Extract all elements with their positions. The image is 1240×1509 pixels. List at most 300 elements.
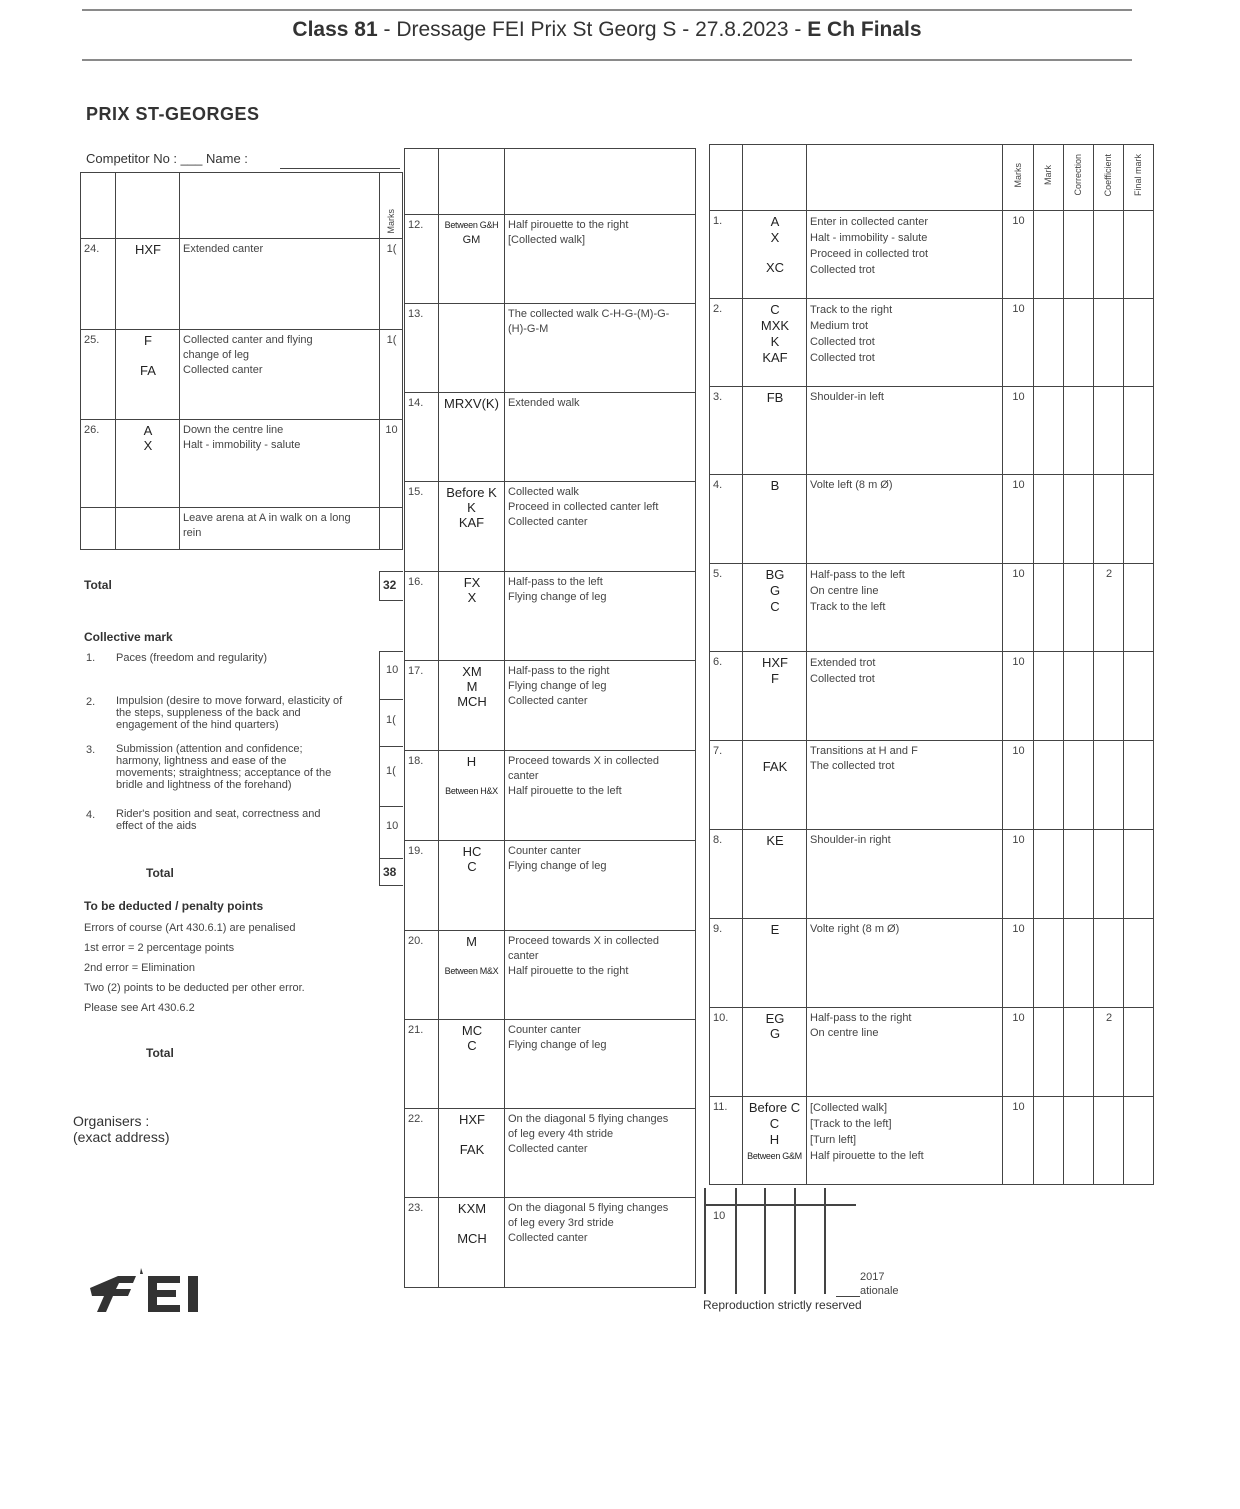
header-cell [405,149,439,215]
table-row [405,304,696,393]
text-line: On centre line [810,1027,879,1039]
footer-national: ationale [860,1285,899,1297]
mark-cell[interactable] [1034,1097,1064,1185]
text-line: rein [183,527,202,539]
letter: MXK [760,318,790,333]
movement-text [505,304,696,393]
movement-letters [439,1198,505,1288]
collective-text: Paces (freedom and regularity) [116,652,268,664]
collective-text: bridle and lightness of the forehand) [116,779,292,791]
letter: K [770,334,780,349]
text-line: Collected canter [508,516,588,528]
movement-text [180,420,380,508]
text-line: Leave arena at A in walk on a long [183,512,351,524]
organisers-label: Organisers : [73,1113,150,1129]
movement-no: 13. [405,304,439,393]
movement-letters [743,741,807,830]
event-date: 27.8.2023 [695,18,789,41]
text-line: Collected walk [508,486,579,498]
table-row [710,475,1154,564]
penalty-line: 1st error = 2 percentage points [84,942,235,954]
movement-marks[interactable]: 1( [380,330,403,420]
table-row [710,919,1154,1008]
text-line: Half-pass to the left [810,569,905,581]
movement-no: 26. [81,420,116,508]
final-mark-cell[interactable] [1124,299,1154,387]
collective-text: harmony, lightness and ease of the [116,755,287,767]
header-cell [807,145,1003,211]
movement-text [505,1198,696,1288]
letter: Before K [446,485,497,500]
movement-text [505,661,696,751]
letter: Between H&X [445,786,498,796]
movement-text [180,508,380,550]
movement-marks: 10 [1003,830,1034,919]
movement-letters [743,387,807,475]
movement-marks[interactable] [380,508,403,550]
text-line: Half-pass to the right [508,665,610,677]
movement-text [505,931,696,1020]
collective-item-3 [86,743,381,791]
letter: A [770,214,780,229]
movement-marks: 10 [1003,211,1034,299]
competitor-line [86,151,248,166]
text-line: Track to the right [810,304,893,316]
mark-cell[interactable] [1034,564,1064,652]
middle-movements-table [404,148,696,1288]
letter: KAF [458,515,485,530]
movement-text [505,1109,696,1198]
letter: H [769,1132,780,1147]
movement-letters [439,1109,505,1198]
movement-letters [743,299,807,387]
text-line: Proceed towards X in collected [508,935,660,947]
table-row [81,420,403,508]
correction-cell[interactable] [1064,564,1094,652]
final-mark-cell[interactable] [1124,652,1154,741]
text-line: canter [508,770,539,782]
movement-marks: 10 [1003,919,1034,1008]
collective-marks-cell[interactable] [380,746,403,806]
movement-letters [439,931,505,1020]
marks-header [380,173,403,239]
text-line: Flying change of leg [508,680,607,692]
letter: M [466,679,478,694]
mark-cell[interactable] [1034,919,1064,1008]
text-line: Collected canter [508,695,588,707]
final-mark-cell[interactable] [1124,1097,1154,1185]
letter: KAF [762,350,788,365]
movement-letters [116,239,180,330]
movement-no [81,508,116,550]
competitor-name-field[interactable] [280,168,400,169]
movement-no: 5. [710,564,743,652]
text-line: Half-pass to the right [810,1012,912,1024]
marks-header-label: Marks [1012,162,1023,188]
coefficient-cell [1094,475,1124,564]
movement-letters [116,330,180,420]
collective-item-4 [86,808,381,832]
movement-no: 23. [405,1198,439,1288]
movement-text [505,572,696,661]
movement-marks: 10 [1003,299,1034,387]
correction-header [1064,145,1094,211]
letter: MCH [457,694,487,709]
movement-letters [743,475,807,564]
coefficient-cell [1094,919,1124,1008]
text-line: [Track to the left] [810,1118,892,1130]
event-final: E Ch Finals [807,18,922,41]
letter: X [770,230,780,245]
text-line: [Collected walk] [810,1102,888,1114]
movement-text [807,652,1003,741]
final-mark-cell[interactable] [1124,475,1154,564]
text-line: Half pirouette to the right [508,219,629,231]
table-row [710,830,1154,919]
collective-text: Submission (attention and confidence; [116,743,303,755]
text-line: The collected walk C-H-G-(M)-G- [508,308,670,320]
left-movements-table [80,172,403,550]
correction-cell[interactable] [1064,1008,1094,1097]
movement-marks: 10 [1003,1097,1034,1185]
correction-cell[interactable] [1064,475,1094,564]
movement-letters [439,751,505,841]
movement-letters [439,841,505,931]
final-mark-header [1124,145,1154,211]
letter: G [769,1026,781,1041]
movement-no: 11. [710,1097,743,1185]
mark-cell[interactable] [1034,475,1064,564]
penalty-line: 2nd error = Elimination [84,962,195,974]
movement-no: 12. [405,215,439,304]
text-line: [Turn left] [810,1134,857,1146]
letter: KE [766,833,784,848]
movement-letters [439,304,505,393]
text-line: Flying change of leg [508,860,607,872]
letter: A [143,423,153,438]
table-row [710,1008,1154,1097]
mark-cell[interactable] [1034,211,1064,299]
marks-header-label: Marks [385,208,396,233]
collective-title: Collective mark [84,630,173,644]
text-line: Extended trot [810,657,876,669]
letter: X [143,438,153,453]
text-line: Down the centre line [183,424,284,436]
movement-no: 7. [710,741,743,830]
collective-no: 1. [86,652,96,664]
text-line: Shoulder-in right [810,834,891,846]
footer-underline [836,1296,860,1297]
text-line: Collected trot [810,673,875,685]
movement-text [807,475,1003,564]
total-label: Total [84,578,112,592]
coefficient-cell [1094,1097,1124,1185]
competitor-no-blank: ___ [180,151,203,166]
collective-marks-cell[interactable] [380,806,403,848]
movement-text [807,299,1003,387]
movement-marks: 10 [1003,564,1034,652]
movement-no: 14. [405,393,439,482]
movement-text [180,330,380,420]
table-row [405,215,696,304]
table-row [405,931,696,1020]
text-line: Flying change of leg [508,1039,607,1051]
movement-no: 17. [405,661,439,751]
movement-text [807,211,1003,299]
collective-item-2 [86,695,381,731]
movement-no: 4. [710,475,743,564]
correction-cell[interactable] [1064,652,1094,741]
collective-text: Impulsion (desire to move forward, elasticity of [116,695,343,707]
competitor-name-label: Name : [206,151,248,166]
table-row [710,1097,1154,1185]
letter: B [770,478,780,493]
header-cell [505,149,696,215]
coefficient-cell [1094,652,1124,741]
right-movements-table [709,144,1154,1185]
letter: Between M&X [444,966,499,976]
movement-text [807,919,1003,1008]
mark-cell[interactable] [1034,299,1064,387]
mark-cell[interactable] [1034,652,1064,741]
penalty-lines [84,918,305,1018]
letter: Before C [748,1100,801,1115]
text-line: Half pirouette to the right [508,965,629,977]
movement-no: 10. [710,1008,743,1097]
event-name: Dressage FEI Prix St Georg S [396,18,677,41]
mark-cell[interactable] [1034,387,1064,475]
movement-letters [743,830,807,919]
coefficient-cell [1094,211,1124,299]
letter-spacer [439,949,504,964]
collective-marks-cell[interactable] [380,699,403,746]
header-bottom-rule [82,59,1132,61]
row23-score-strip [704,1188,856,1294]
correction-cell[interactable] [1064,299,1094,387]
text-line: Collected trot [810,264,875,276]
movement-text [180,239,380,330]
movement-letters [116,508,180,550]
movement-text [505,215,696,304]
footer-reproduction: Reproduction strictly reserved [703,1298,862,1312]
movement-letters [743,1097,807,1185]
text-line: Half-pass to the left [508,576,603,588]
letter: C [770,302,780,317]
correction-cell[interactable] [1064,830,1094,919]
correction-cell[interactable] [1064,387,1094,475]
movement-text [807,741,1003,830]
letter-spacer [746,246,804,260]
fei-logo-mark [88,1262,228,1318]
text-line: change of leg [183,349,250,361]
movement-letters [116,420,180,508]
table-row [405,1109,696,1198]
text-line: Proceed in collected trot [810,248,929,260]
collective-text: engagement of the hind quarters) [116,719,279,731]
movement-letters [439,482,505,572]
text-line: of leg every 4th stride [508,1128,614,1140]
final-mark-cell[interactable] [1124,211,1154,299]
movement-no: 2. [710,299,743,387]
collective-no: 3. [86,744,96,756]
collective-total-value: 38 [383,865,397,879]
movement-no: 19. [405,841,439,931]
competitor-no-label: Competitor No : [86,151,178,166]
final-mark-cell[interactable] [1124,387,1154,475]
header-cell [180,173,380,239]
movement-marks: 10 [1003,475,1034,564]
text-line: Shoulder-in left [810,391,884,403]
text-line: Halt - immobility - salute [183,439,301,451]
letter: Between G&H [444,220,499,230]
total-box [379,571,403,601]
movement-text [807,1097,1003,1185]
collective-marks: 10 [386,664,399,676]
penalty-title: To be deducted / penalty points [84,899,264,913]
final-mark-header-label: Final mark [1133,153,1143,196]
final-mark-cell[interactable] [1124,564,1154,652]
text-line: Collected trot [810,336,875,348]
coefficient-cell [1094,299,1124,387]
movement-marks[interactable]: 1( [380,239,403,330]
text-line: canter [508,950,539,962]
mark-cell[interactable] [1034,830,1064,919]
coefficient-cell [1094,830,1124,919]
table-row [710,387,1154,475]
mark-cell[interactable] [1034,1008,1064,1097]
header-separator: - [788,18,808,41]
movement-letters [439,393,505,482]
letter: BG [765,567,785,582]
movement-text [505,751,696,841]
final-mark-cell[interactable] [1124,741,1154,830]
text-line: Counter canter [508,1024,581,1036]
text-line: Flying change of leg [508,591,607,603]
header-cell [81,173,116,239]
collective-total-cell [380,858,403,886]
final-mark-cell[interactable] [1124,919,1154,1008]
collective-total-label: Total [146,866,174,880]
letter: EG [765,1011,785,1026]
coefficient-header [1094,145,1124,211]
letter: FA [140,363,156,378]
table-row [405,841,696,931]
letter: XC [765,260,785,275]
text-line: Transitions at H and F [810,745,918,757]
letter-spacer [119,348,177,363]
coefficient-cell: 2 [1094,1008,1124,1097]
collective-marks-cell[interactable] [380,651,403,699]
movement-letters [743,1008,807,1097]
movement-no: 8. [710,830,743,919]
table-row [81,508,403,550]
text-line: Halt - immobility - salute [810,232,928,244]
movement-no: 9. [710,919,743,1008]
mark-header [1034,145,1064,211]
final-mark-cell[interactable] [1124,830,1154,919]
text-line: Counter canter [508,845,581,857]
header-cell [710,145,743,211]
correction-cell[interactable] [1064,1097,1094,1185]
text-line: The collected trot [810,760,895,772]
table-row [81,239,403,330]
final-mark-cell[interactable] [1124,1008,1154,1097]
collective-marks: 10 [386,820,399,832]
organisers-block [73,1113,169,1145]
letter: HC [462,844,482,859]
movement-text [505,393,696,482]
penalty-line: Two (2) points to be deducted per other error. [84,982,305,994]
letter: MRXV(K) [444,396,499,411]
correction-cell[interactable] [1064,211,1094,299]
movement-no: 1. [710,211,743,299]
letter: Between G&M [747,1151,802,1161]
collective-text: the steps, suppleness of the back and [116,707,301,719]
letter: C [769,1116,780,1131]
penalty-total-label: Total [146,1046,174,1060]
movement-marks: 10 [1003,741,1034,830]
table-row [405,661,696,751]
coefficient-header-label: Coefficient [1103,153,1113,197]
movement-marks[interactable]: 10 [380,420,403,508]
text-line: Volte right (8 m Ø) [810,923,900,935]
table-row [405,1020,696,1109]
header-cell [743,145,807,211]
coefficient-cell: 2 [1094,564,1124,652]
letter: C [467,1038,477,1053]
letter: KXM [457,1201,487,1216]
text-line: Collected canter [508,1143,588,1155]
letter: HXF [762,655,788,670]
text-line: Volte left (8 m Ø) [810,479,893,491]
correction-cell[interactable] [1064,919,1094,1008]
test-title: PRIX ST-GEORGES [86,104,260,124]
letter-spacer [746,744,804,759]
movement-text [807,830,1003,919]
movement-no: 21. [405,1020,439,1109]
header-separator: - [377,18,397,41]
marks-header [1003,145,1034,211]
text-line: Proceed in collected canter left [508,501,659,513]
text-line: (H)-G-M [508,323,549,335]
movement-text [807,1008,1003,1097]
movement-no: 20. [405,931,439,1020]
movement-no: 25. [81,330,116,420]
movement-marks: 10 [1003,1008,1034,1097]
letter: FAK [762,759,788,774]
mark-cell[interactable] [1034,741,1064,830]
movement-marks: 10 [1003,652,1034,741]
text-line: Half pirouette to the left [508,785,622,797]
text-line: Collected canter and flying [183,334,313,346]
row23-marks[interactable]: 10 [713,1210,726,1222]
text-line: Enter in collected canter [810,216,929,228]
letter: FAK [459,1142,485,1157]
table-row [405,572,696,661]
movement-no: 6. [710,652,743,741]
letter: K [467,500,476,515]
table-row [81,330,403,420]
letter: FX [463,575,481,590]
letter-spacer [442,1216,502,1231]
table-row [405,1198,696,1288]
movement-no: 3. [710,387,743,475]
table-row [405,482,696,572]
correction-cell[interactable] [1064,741,1094,830]
text-line: Collected canter [183,364,263,376]
movement-text [505,1020,696,1109]
table-row [405,751,696,841]
